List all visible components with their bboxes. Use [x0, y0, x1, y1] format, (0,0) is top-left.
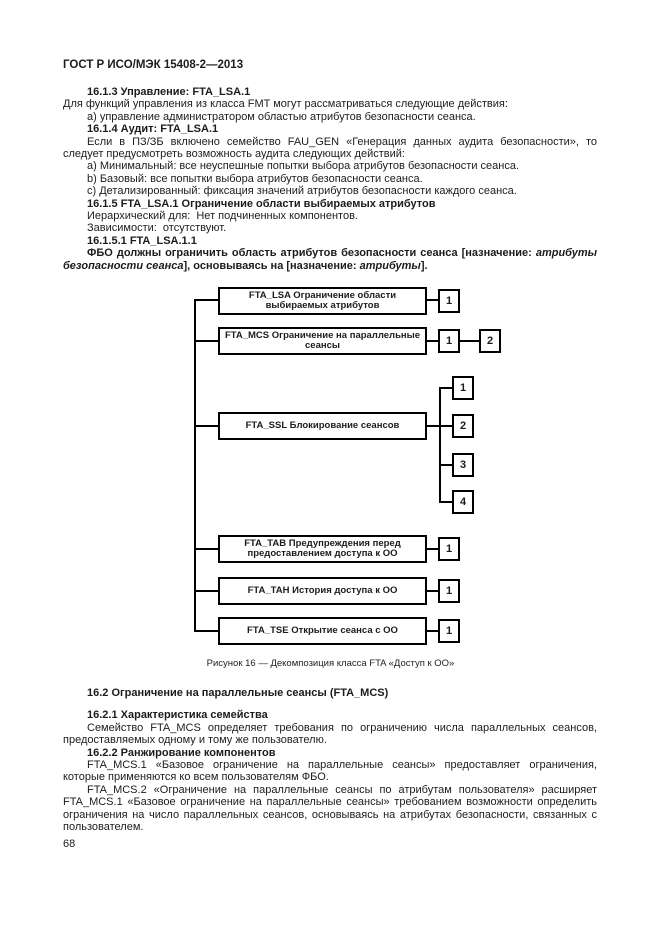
heading-16-1-5: 16.1.5 FTA_LSA.1 Ограничение области выбираемых атрибутов: [87, 197, 436, 210]
requirement-text: ФБО должны ограничить область атрибутов безопасности сеанса [назначение:: [87, 247, 536, 260]
family-box-fta-tab: FTA_TAB Предупреждения перед предоставлением доступа к ОО: [218, 535, 427, 563]
section-16-2: [63, 687, 597, 833]
connector-line: [439, 501, 452, 503]
list-item-16-1-4-b: b) Базовый: все попытки выбора атрибутов безопасности сеанса.: [87, 172, 423, 185]
requirement-text: ], основываясь на [назначение:: [183, 259, 360, 272]
paragraph-16-2-1: Семейство FTA_MCS определяет требования по ограничению числа параллельных сеансов, предоставляемых одному и тому же пользователю.: [63, 721, 597, 747]
component-box-fta-tab-1: 1: [438, 537, 460, 561]
heading-16-1-3: 16.1.3 Управление: FTA_LSA.1: [87, 86, 251, 98]
page-number: 68: [63, 838, 76, 850]
component-box-fta-ssl-3: 3: [452, 453, 474, 477]
connector-line: [427, 425, 452, 427]
connector-trunk-line: [194, 300, 196, 632]
family-box-fta-tse: FTA_TSE Открытие сеанса с ОО: [218, 617, 427, 645]
paragraph-16-2-2-2: FTA_MCS.2 «Ограничение на параллельные сеансы по атрибутам пользователя» расширяет FTA_MCS.1 «Базовое ограничение на параллельные сеансы» требованием возможности определить ограничения на число параллельных сеансов, основываясь на атрибутах безопасности, связанных с пользователем.: [63, 783, 597, 834]
figure-caption: Рисунок 16 — Декомпозиция класса FTA «Доступ к ОО»: [206, 658, 455, 669]
connector-line: [460, 340, 479, 342]
family-box-fta-tah: FTA_TAH История доступа к ОО: [218, 577, 427, 605]
heading-16-2: 16.2 Ограничение на параллельные сеансы (FTA_MCS): [87, 687, 389, 699]
requirement-text: ].: [420, 259, 428, 272]
dependencies-line: Зависимости: отсутствуют.: [87, 222, 227, 235]
list-item-16-1-4-a: a) Минимальный: все неуспешные попытки выбора атрибутов безопасности сеанса.: [87, 160, 520, 173]
connector-line: [439, 387, 452, 389]
running-header: ГОСТ Р ИСО/МЭК 15408-2—2013: [63, 59, 244, 71]
assignment-parameter: атрибуты: [359, 259, 421, 272]
list-item-16-1-3-a: a) управление администратором областью атрибутов безопасности сеанса.: [87, 110, 476, 123]
paragraph-16-2-2-1: FTA_MCS.1 «Базовое ограничение на параллельные сеансы» предоставляет ограничения, которые применяются ко всем пользователям ФБО.: [63, 759, 597, 784]
component-box-fta-ssl-4: 4: [452, 490, 474, 514]
hierarchical-line: Иерархический для: Нет подчиненных компонентов.: [87, 210, 358, 223]
connector-line: [194, 590, 218, 592]
connector-line: [194, 340, 218, 342]
assignment-parameter: атрибуты безопасности сеанса: [63, 247, 597, 272]
component-box-fta-ssl-2: 2: [452, 414, 474, 438]
family-box-fta-mcs: FTA_MCS Ограничение на параллельные сеансы: [218, 327, 427, 355]
heading-16-1-4: 16.1.4 Аудит: FTA_LSA.1: [87, 123, 219, 136]
connector-line: [427, 340, 438, 342]
connector-branch-line: [439, 387, 441, 503]
section-16-1: [63, 86, 597, 272]
requirement-fta-lsa-1-1: [63, 247, 597, 272]
connector-line: [194, 299, 218, 301]
component-box-fta-mcs-1: 1: [438, 329, 460, 353]
heading-16-1-5-1: 16.1.5.1 FTA_LSA.1.1: [87, 234, 197, 247]
heading-16-2-1: 16.2.1 Характеристика семейства: [87, 709, 268, 722]
family-box-fta-ssl: FTA_SSL Блокирование сеансов: [218, 412, 427, 440]
component-box-fta-mcs-2: 2: [479, 329, 501, 353]
connector-line: [194, 425, 218, 427]
connector-line: [427, 630, 438, 632]
list-item-16-1-4-c: c) Детализированный: фиксация значений атрибутов безопасности каждого сеанса.: [87, 185, 517, 198]
family-box-fta-lsa: FTA_LSA Ограничение области выбираемых атрибутов: [218, 287, 427, 315]
connector-line: [427, 299, 438, 301]
component-box-fta-tse-1: 1: [438, 619, 460, 643]
component-box-fta-lsa-1: 1: [438, 289, 460, 313]
component-box-fta-ssl-1: 1: [452, 376, 474, 400]
component-box-fta-tah-1: 1: [438, 579, 460, 603]
connector-line: [194, 548, 218, 550]
heading-16-2-2: 16.2.2 Ранжирование компонентов: [87, 746, 276, 759]
connector-line: [427, 590, 438, 592]
connector-line: [194, 630, 218, 632]
connector-line: [439, 464, 452, 466]
paragraph-16-1-4: Если в ПЗ/ЗБ включено семейство FAU_GEN «Генерация данных аудита безопасности», то следует предусмотреть возможность аудита следующих действий:: [63, 135, 597, 161]
connector-line: [427, 548, 438, 550]
paragraph-16-1-3: Для функций управления из класса FMT могут рассматриваться следующие действия:: [63, 98, 508, 111]
